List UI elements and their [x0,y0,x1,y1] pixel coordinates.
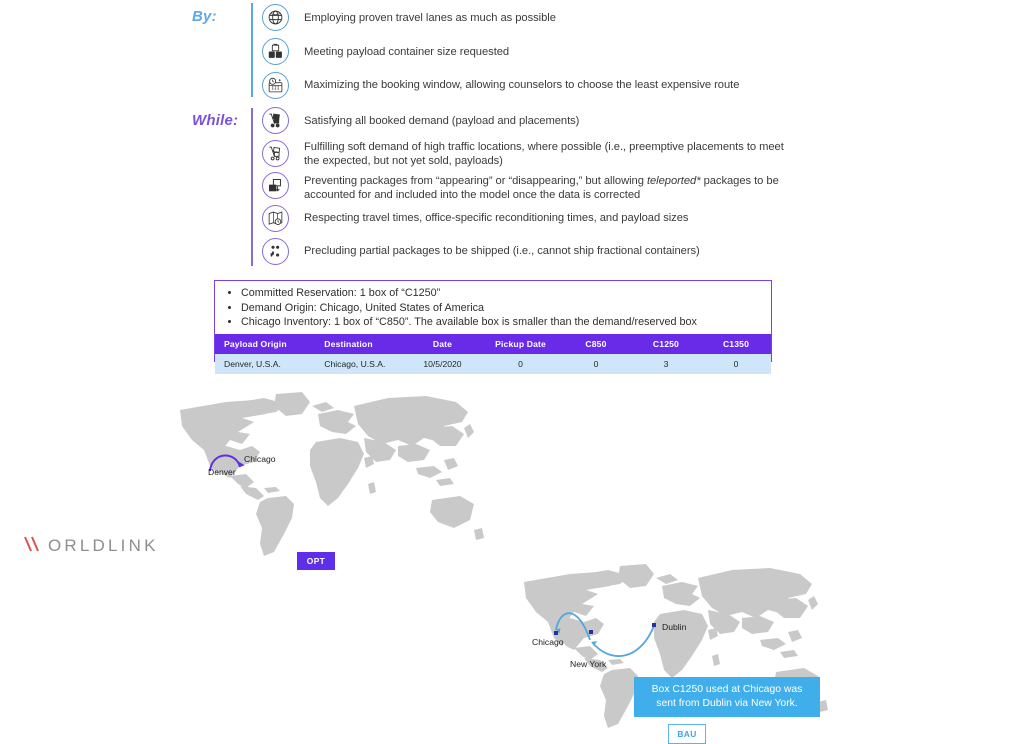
table-cell-pickup-date: 0 [480,354,561,374]
while-item-3-text-italic: teleported* [646,175,701,187]
section-label-by: By: [192,8,217,25]
table-header-destination: Destination [315,334,405,354]
section-divider-by [251,3,253,97]
worldlink-logo [24,535,159,556]
table-cell-payload-origin: Denver, U.S.A. [215,354,315,374]
table-header-date: Date [405,334,480,354]
while-item-2-text: Fulfilling soft demand of high traffic locations, where possible (i.e., preemptive placements to meet the expected, but not yet sold, payloads) [304,141,784,168]
box-transfer-icon [262,172,289,199]
logo-w-mark [24,535,46,556]
table-header-c850: C850 [561,334,631,354]
table-cell-destination: Chicago, U.S.A. [315,354,405,374]
opt-map [168,388,488,566]
city-label-chicago: Chicago [532,637,564,647]
marker-newyork [589,630,593,634]
list-item: • Demand Origin: Chicago, United States of America [241,301,771,316]
bau-callout: Box C1250 used at Chicago was sent from Dublin via New York. [634,677,820,717]
hand-truck-filled-icon [262,107,289,134]
scenario-data-box [214,280,772,369]
table-header-payload-origin: Payload Origin [215,334,315,354]
bau-badge: BAU [668,724,706,744]
table-cell-c1250: 3 [631,354,701,374]
while-item-3-text [304,174,802,202]
by-item-2-text: Meeting payload container size requested [304,46,510,58]
while-item-4-text: Respecting travel times, office-specific reconditioning times, and payload sizes [304,212,689,224]
fraction-icon [262,238,289,265]
luggage-icon [262,38,289,65]
city-label-chicago: Chicago [244,454,276,464]
while-item-3-text-after: packages to be accounted for and included into the model once the data is corrected [304,175,779,202]
by-item-1-text: Employing proven travel lanes as much as possible [304,12,556,24]
scenario-bullet-list [215,281,771,334]
globe-icon [262,4,289,31]
list-item: • Chicago Inventory: 1 box of “C850”. The available box is smaller than the demand/reserved box [241,315,771,330]
table-cell-c850: 0 [561,354,631,374]
map-clock-icon [262,205,289,232]
table-header-row [215,334,771,354]
city-label-denver: Denver [208,467,236,477]
clock-calendar-icon [262,72,289,99]
list-item: • Committed Reservation: 1 box of “C1250” [241,286,771,301]
while-item-3-text-before: Preventing packages from “appearing” or “disappearing,” but allowing [304,175,647,187]
table-cell-date: 10/5/2020 [405,354,480,374]
hand-truck-outline-icon [262,140,289,167]
section-label-while: While: [192,112,239,129]
table-header-c1350: C1350 [701,334,771,354]
logo-w-icon [24,535,46,553]
bau-map [512,560,832,739]
section-divider-while [251,108,253,266]
payload-table [215,334,771,374]
table-row [215,354,771,374]
city-label-newyork: New York [570,659,607,669]
marker-dublin [652,623,656,627]
table-header-pickup-date: Pickup Date [480,334,561,354]
while-item-1-text: Satisfying all booked demand (payload and placements) [304,115,580,127]
by-item-3-text: Maximizing the booking window, allowing counselors to choose the least expensive route [304,79,740,91]
marker-chicago [554,631,558,635]
while-item-5-text: Precluding partial packages to be shipped (i.e., cannot ship fractional containers) [304,245,700,257]
table-header-c1250: C1250 [631,334,701,354]
city-label-dublin: Dublin [662,622,687,632]
opt-badge: OPT [297,552,335,570]
logo-text: ORLDLINK [48,535,159,555]
table-cell-c1350: 0 [701,354,771,374]
